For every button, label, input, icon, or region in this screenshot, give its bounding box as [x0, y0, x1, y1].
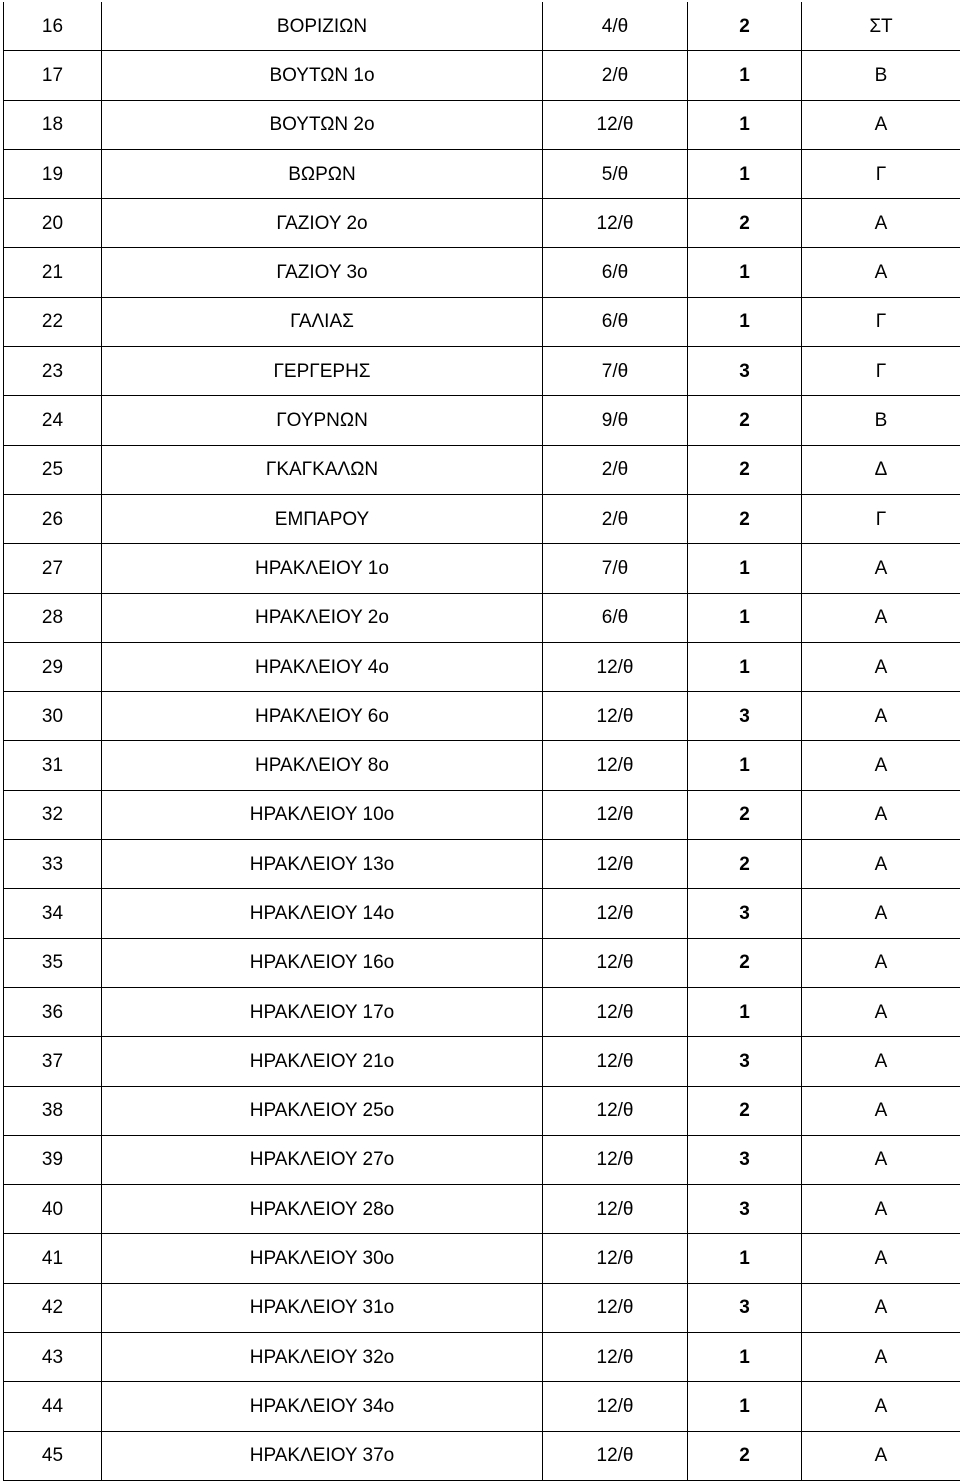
count-cell: 1 [688, 297, 802, 346]
row-number-cell: 35 [4, 938, 102, 987]
school-name-cell: ΗΡΑΚΛΕΙΟΥ 4ο [102, 642, 543, 691]
table-row [4, 1185, 960, 1234]
count-cell: 1 [688, 593, 802, 642]
school-name-cell: ΒΟΡΙΖΙΩΝ [102, 2, 543, 51]
school-size-cell: 12/θ [543, 1086, 688, 1135]
count-cell: 1 [688, 741, 802, 790]
category-cell: Γ [802, 149, 960, 198]
category-cell: Α [802, 100, 960, 149]
row-number-cell: 20 [4, 199, 102, 248]
row-number-cell: 24 [4, 396, 102, 445]
row-number-cell: 32 [4, 790, 102, 839]
school-name-cell: ΓΑΛΙΑΣ [102, 297, 543, 346]
count-cell: 3 [688, 1135, 802, 1184]
table-row [4, 297, 960, 346]
school-name-cell: ΗΡΑΚΛΕΙΟΥ 1ο [102, 544, 543, 593]
table-row [4, 248, 960, 297]
school-name-cell: ΗΡΑΚΛΕΙΟΥ 21ο [102, 1037, 543, 1086]
table-row [4, 51, 960, 100]
row-number-cell: 45 [4, 1431, 102, 1480]
schools-table [3, 2, 960, 1481]
category-cell: Α [802, 741, 960, 790]
table-row [4, 741, 960, 790]
count-cell: 3 [688, 692, 802, 741]
school-name-cell: ΗΡΑΚΛΕΙΟΥ 17ο [102, 987, 543, 1036]
table-row [4, 1037, 960, 1086]
category-cell: Α [802, 1382, 960, 1431]
school-name-cell: ΗΡΑΚΛΕΙΟΥ 37ο [102, 1431, 543, 1480]
count-cell: 3 [688, 1185, 802, 1234]
category-cell: Α [802, 544, 960, 593]
category-cell: Δ [802, 445, 960, 494]
school-size-cell: 12/θ [543, 1185, 688, 1234]
row-number-cell: 19 [4, 149, 102, 198]
table-row [4, 889, 960, 938]
count-cell: 2 [688, 790, 802, 839]
school-size-cell: 6/θ [543, 297, 688, 346]
table-row [4, 199, 960, 248]
school-size-cell: 12/θ [543, 692, 688, 741]
school-name-cell: ΗΡΑΚΛΕΙΟΥ 2ο [102, 593, 543, 642]
category-cell: ΣΤ [802, 2, 960, 51]
school-name-cell: ΓΕΡΓΕΡΗΣ [102, 347, 543, 396]
school-size-cell: 12/θ [543, 1382, 688, 1431]
school-name-cell: ΓΚΑΓΚΑΛΩΝ [102, 445, 543, 494]
count-cell: 2 [688, 494, 802, 543]
category-cell: Α [802, 642, 960, 691]
table-row [4, 2, 960, 51]
row-number-cell: 39 [4, 1135, 102, 1184]
table-row [4, 1283, 960, 1332]
category-cell: Α [802, 248, 960, 297]
category-cell: Α [802, 199, 960, 248]
category-cell: Α [802, 987, 960, 1036]
table-row [4, 445, 960, 494]
school-size-cell: 12/θ [543, 642, 688, 691]
row-number-cell: 44 [4, 1382, 102, 1431]
school-size-cell: 12/θ [543, 1234, 688, 1283]
table-row [4, 494, 960, 543]
count-cell: 2 [688, 199, 802, 248]
count-cell: 2 [688, 396, 802, 445]
school-size-cell: 12/θ [543, 889, 688, 938]
school-name-cell: ΓΑΖΙΟΥ 3ο [102, 248, 543, 297]
school-name-cell: ΗΡΑΚΛΕΙΟΥ 34ο [102, 1382, 543, 1431]
row-number-cell: 17 [4, 51, 102, 100]
row-number-cell: 30 [4, 692, 102, 741]
school-size-cell: 12/θ [543, 938, 688, 987]
row-number-cell: 42 [4, 1283, 102, 1332]
table-row [4, 347, 960, 396]
row-number-cell: 38 [4, 1086, 102, 1135]
category-cell: Α [802, 692, 960, 741]
category-cell: Α [802, 840, 960, 889]
count-cell: 2 [688, 1086, 802, 1135]
row-number-cell: 34 [4, 889, 102, 938]
school-size-cell: 12/θ [543, 1283, 688, 1332]
count-cell: 1 [688, 248, 802, 297]
table-body [4, 2, 960, 1480]
school-name-cell: ΗΡΑΚΛΕΙΟΥ 14ο [102, 889, 543, 938]
category-cell: Α [802, 1037, 960, 1086]
school-name-cell: ΗΡΑΚΛΕΙΟΥ 16ο [102, 938, 543, 987]
table-row [4, 396, 960, 445]
category-cell: Α [802, 1333, 960, 1382]
school-size-cell: 12/θ [543, 199, 688, 248]
count-cell: 3 [688, 1283, 802, 1332]
count-cell: 1 [688, 544, 802, 593]
table-row [4, 692, 960, 741]
school-size-cell: 12/θ [543, 1431, 688, 1480]
school-name-cell: ΓΑΖΙΟΥ 2ο [102, 199, 543, 248]
category-cell: Γ [802, 494, 960, 543]
category-cell: Α [802, 938, 960, 987]
category-cell: Α [802, 889, 960, 938]
count-cell: 3 [688, 889, 802, 938]
row-number-cell: 37 [4, 1037, 102, 1086]
table-row [4, 1135, 960, 1184]
category-cell: Α [802, 593, 960, 642]
school-name-cell: ΗΡΑΚΛΕΙΟΥ 25ο [102, 1086, 543, 1135]
school-size-cell: 12/θ [543, 1037, 688, 1086]
school-name-cell: ΗΡΑΚΛΕΙΟΥ 8ο [102, 741, 543, 790]
count-cell: 1 [688, 642, 802, 691]
category-cell: Γ [802, 297, 960, 346]
count-cell: 2 [688, 840, 802, 889]
school-size-cell: 12/θ [543, 1333, 688, 1382]
table-row [4, 149, 960, 198]
count-cell: 1 [688, 100, 802, 149]
count-cell: 1 [688, 1382, 802, 1431]
table-row [4, 1086, 960, 1135]
school-name-cell: ΒΟΥΤΩΝ 1ο [102, 51, 543, 100]
count-cell: 3 [688, 347, 802, 396]
row-number-cell: 33 [4, 840, 102, 889]
row-number-cell: 23 [4, 347, 102, 396]
category-cell: Α [802, 1135, 960, 1184]
row-number-cell: 25 [4, 445, 102, 494]
school-name-cell: ΗΡΑΚΛΕΙΟΥ 28ο [102, 1185, 543, 1234]
row-number-cell: 36 [4, 987, 102, 1036]
count-cell: 1 [688, 149, 802, 198]
school-name-cell: ΗΡΑΚΛΕΙΟΥ 13ο [102, 840, 543, 889]
table-row [4, 987, 960, 1036]
count-cell: 1 [688, 987, 802, 1036]
count-cell: 2 [688, 938, 802, 987]
school-size-cell: 7/θ [543, 347, 688, 396]
school-name-cell: ΒΩΡΩΝ [102, 149, 543, 198]
table-row [4, 938, 960, 987]
school-size-cell: 4/θ [543, 2, 688, 51]
school-name-cell: ΒΟΥΤΩΝ 2ο [102, 100, 543, 149]
row-number-cell: 26 [4, 494, 102, 543]
row-number-cell: 21 [4, 248, 102, 297]
category-cell: Γ [802, 347, 960, 396]
count-cell: 3 [688, 1037, 802, 1086]
table-row [4, 593, 960, 642]
school-size-cell: 2/θ [543, 494, 688, 543]
school-size-cell: 7/θ [543, 544, 688, 593]
school-size-cell: 2/θ [543, 51, 688, 100]
category-cell: Α [802, 790, 960, 839]
row-number-cell: 22 [4, 297, 102, 346]
table-row [4, 1382, 960, 1431]
category-cell: Α [802, 1185, 960, 1234]
count-cell: 2 [688, 1431, 802, 1480]
school-name-cell: ΓΟΥΡΝΩΝ [102, 396, 543, 445]
school-size-cell: 5/θ [543, 149, 688, 198]
table-row [4, 840, 960, 889]
category-cell: Β [802, 51, 960, 100]
category-cell: Α [802, 1283, 960, 1332]
row-number-cell: 40 [4, 1185, 102, 1234]
school-size-cell: 12/θ [543, 100, 688, 149]
category-cell: Β [802, 396, 960, 445]
school-size-cell: 6/θ [543, 248, 688, 297]
school-size-cell: 12/θ [543, 790, 688, 839]
table-row [4, 1333, 960, 1382]
school-size-cell: 2/θ [543, 445, 688, 494]
category-cell: Α [802, 1086, 960, 1135]
table-row [4, 1234, 960, 1283]
row-number-cell: 41 [4, 1234, 102, 1283]
table-row [4, 642, 960, 691]
school-size-cell: 12/θ [543, 840, 688, 889]
row-number-cell: 31 [4, 741, 102, 790]
category-cell: Α [802, 1431, 960, 1480]
school-size-cell: 12/θ [543, 741, 688, 790]
count-cell: 1 [688, 1333, 802, 1382]
school-size-cell: 9/θ [543, 396, 688, 445]
table-row [4, 100, 960, 149]
school-name-cell: ΗΡΑΚΛΕΙΟΥ 30ο [102, 1234, 543, 1283]
school-name-cell: ΕΜΠΑΡΟΥ [102, 494, 543, 543]
row-number-cell: 43 [4, 1333, 102, 1382]
row-number-cell: 27 [4, 544, 102, 593]
count-cell: 1 [688, 1234, 802, 1283]
school-size-cell: 6/θ [543, 593, 688, 642]
count-cell: 2 [688, 445, 802, 494]
school-name-cell: ΗΡΑΚΛΕΙΟΥ 10ο [102, 790, 543, 839]
school-name-cell: ΗΡΑΚΛΕΙΟΥ 27ο [102, 1135, 543, 1184]
count-cell: 1 [688, 51, 802, 100]
table-row [4, 790, 960, 839]
school-size-cell: 12/θ [543, 1135, 688, 1184]
table-row [4, 1431, 960, 1480]
row-number-cell: 16 [4, 2, 102, 51]
category-cell: Α [802, 1234, 960, 1283]
table-row [4, 544, 960, 593]
row-number-cell: 18 [4, 100, 102, 149]
row-number-cell: 28 [4, 593, 102, 642]
school-name-cell: ΗΡΑΚΛΕΙΟΥ 6ο [102, 692, 543, 741]
school-name-cell: ΗΡΑΚΛΕΙΟΥ 32ο [102, 1333, 543, 1382]
school-name-cell: ΗΡΑΚΛΕΙΟΥ 31ο [102, 1283, 543, 1332]
count-cell: 2 [688, 2, 802, 51]
row-number-cell: 29 [4, 642, 102, 691]
school-size-cell: 12/θ [543, 987, 688, 1036]
